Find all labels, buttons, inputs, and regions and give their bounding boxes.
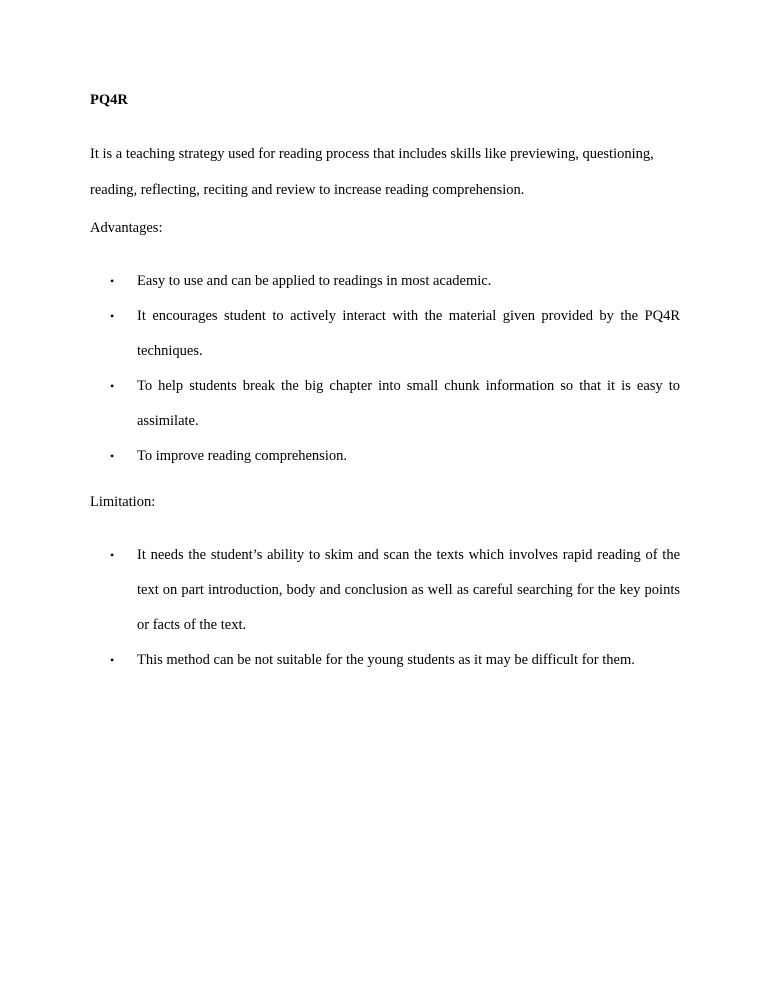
advantages-heading: Advantages:: [90, 220, 163, 236]
limitation-list: [90, 538, 680, 678]
list-item-text: Easy to use and can be applied to readings in most academic.: [137, 273, 492, 289]
list-item-text: This method can be not suitable for the young students as it may be difficult for them.: [137, 652, 635, 668]
bullet-icon: •: [110, 449, 115, 463]
list-item: [90, 369, 680, 439]
list-item: [90, 538, 680, 643]
advantages-list: [90, 264, 680, 474]
intro-paragraph: It is a teaching strategy used for reading process that includes skills like previewing, questioning, reading, reflecting, reciting and review to increase reading comprehension.: [90, 146, 654, 198]
limitation-heading: Limitation:: [90, 494, 156, 510]
bullet-icon: •: [110, 653, 115, 667]
list-item-text: To help students break the big chapter into small chunk information so that it is easy to assimilate.: [137, 378, 680, 429]
list-item-text: It encourages student to actively interact with the material given provided by the PQ4R techniques.: [137, 308, 680, 359]
list-item: [90, 299, 680, 369]
document-title: PQ4R: [90, 92, 128, 108]
document-page: [90, 0, 680, 994]
list-item: [90, 643, 680, 678]
list-item: [90, 439, 680, 474]
bullet-icon: •: [110, 548, 115, 562]
bullet-icon: •: [110, 309, 115, 323]
list-item: [90, 264, 680, 299]
list-item-text: It needs the student’s ability to skim and scan the texts which involves rapid reading of the text on part introduction, body and conclusion as well as careful searching for the key points or facts of the text.: [137, 547, 680, 633]
bullet-icon: •: [110, 274, 115, 288]
list-item-text: To improve reading comprehension.: [137, 448, 347, 464]
bullet-icon: •: [110, 379, 115, 393]
